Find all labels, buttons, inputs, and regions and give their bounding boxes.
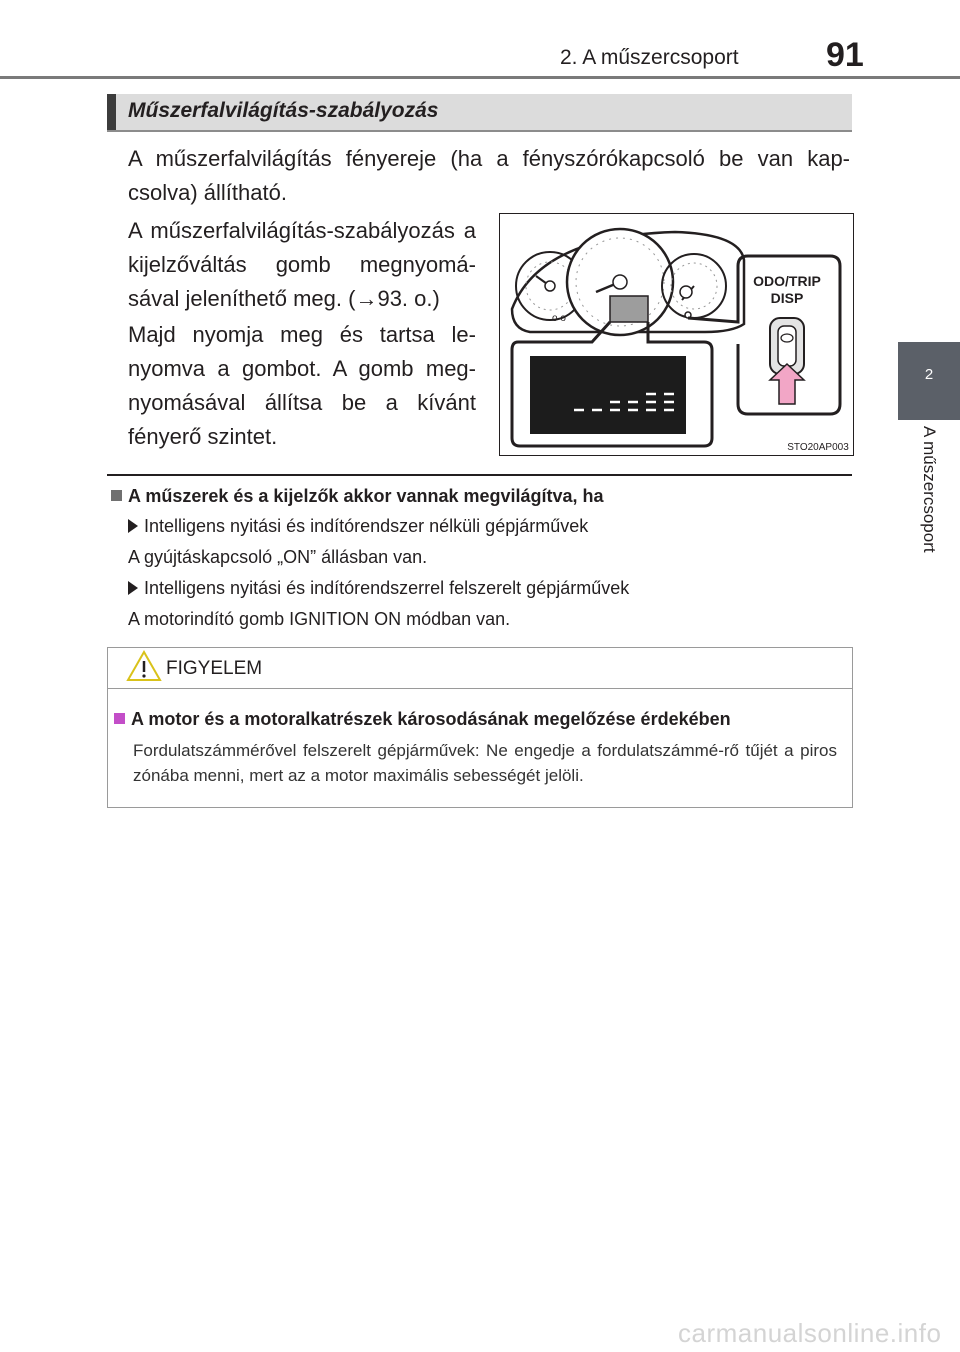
notes-text-2: A motorindító gomb IGNITION ON módban van. xyxy=(128,609,511,629)
body-paragraph-2: Majd nyomja meg és tartsa le-nyomva a gombot. A gomb meg-nyomásával állítsa be a kívánt fényerő szintet. xyxy=(128,322,476,449)
notes-item-2: Intelligens nyitási és indítórendszerrel felszerelt gépjárművek xyxy=(144,578,630,598)
square-bullet-icon xyxy=(114,713,125,724)
watermark: carmanualsonline.info xyxy=(678,1318,942,1348)
notes-text-1: A gyújtáskapcsoló „ON” állásban van. xyxy=(128,547,428,567)
button-label-2: DISP xyxy=(770,290,804,306)
svg-text:o o: o o xyxy=(552,313,566,324)
instrument-cluster-illustration xyxy=(499,213,854,456)
notes-heading-row xyxy=(111,486,604,507)
section-title: Műszerfalvilágítás-szabályozás xyxy=(128,99,439,122)
section-heading-accent xyxy=(107,94,116,130)
arrow-bullet-icon xyxy=(128,519,138,533)
notes-heading: A műszerek és a kijelzők akkor vannak megvilágítva, ha xyxy=(128,486,604,506)
chapter-tab-number: 2 xyxy=(924,366,934,383)
square-bullet-icon xyxy=(111,490,122,501)
multi-info-display xyxy=(610,296,648,322)
notes-item-1: Intelligens nyitási és indítórendszer nélküli gépjárművek xyxy=(144,516,589,536)
cluster-drawing xyxy=(500,214,853,455)
caution-body: Fordulatszámmérővel felszerelt gépjárművek: Ne engedje a fordulatszámmé-rő tűjét a piros zónába menni, mert az a motor maximális sebességét jelöli. xyxy=(133,741,837,785)
notes-item-2-row xyxy=(128,578,629,599)
brightness-display xyxy=(530,356,686,434)
figure-code: STO20AP003 xyxy=(787,442,849,453)
caution-separator xyxy=(108,688,852,689)
running-header-section: 2. A műszercsoport xyxy=(560,46,739,69)
warning-triangle-icon xyxy=(126,650,162,682)
caution-heading: A motor és a motoralkatrészek károsodásának megelőzése érdekében xyxy=(131,709,731,729)
arrow-bullet-icon xyxy=(128,581,138,595)
chapter-tab-label-wrap xyxy=(898,426,960,596)
caution-label: FIGYELEM xyxy=(166,658,263,679)
intro-paragraph: A műszerfalvilágítás fényereje (ha a fényszórókapcsoló be van kap-csolva) állítható. xyxy=(128,146,850,205)
caution-heading-row xyxy=(114,709,731,730)
page-number: 91 xyxy=(826,36,864,74)
button-label-1: ODO/TRIP xyxy=(753,273,821,289)
chapter-tab-label: A műszercsoport xyxy=(920,426,939,553)
body-paragraph-1: A műszerfalvilágítás-szabályozás a kijelzőváltás gomb megnyomá-sával jeleníthető meg. (→93. o.) xyxy=(128,218,476,311)
notes-item-1-row xyxy=(128,516,588,537)
section-heading-underline xyxy=(107,130,852,132)
divider-rule xyxy=(107,474,852,476)
body-column xyxy=(128,214,476,454)
header-rule xyxy=(0,76,960,79)
